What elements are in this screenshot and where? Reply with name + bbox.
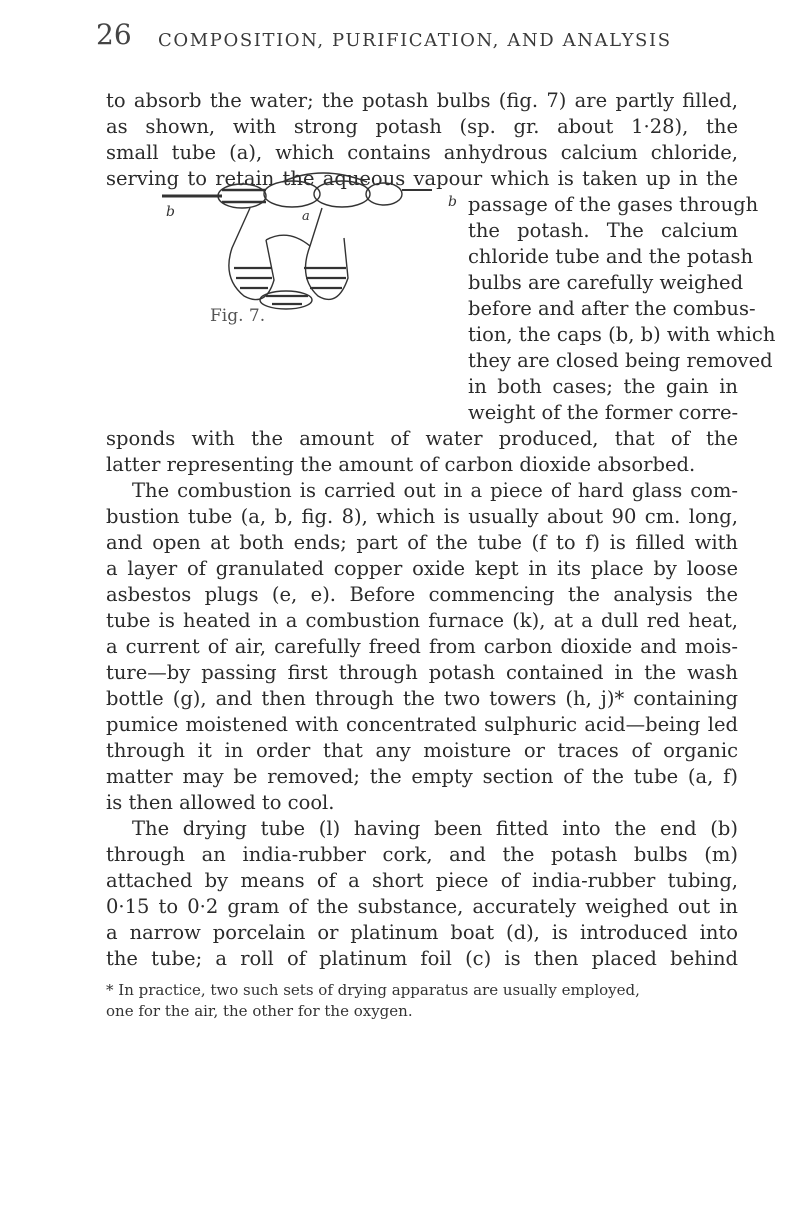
- text-line: they are closed being removed: [468, 349, 773, 372]
- text-line: asbestos plugs (e, e). Before commencing the analysis the: [106, 583, 738, 606]
- text-line: tion, the caps (b, b) with which: [468, 323, 776, 346]
- text-line: serving to retain the aqueous vapour which is taken up in the: [106, 167, 738, 190]
- text-line: through it in order that any moisture or traces of organic: [106, 739, 738, 762]
- footnote-line: * In practice, two such sets of drying apparatus are usually employed,: [106, 981, 640, 999]
- text-line: weight of the former corre-: [468, 401, 739, 424]
- text-line: bulbs are carefully weighed: [468, 271, 744, 294]
- text-line: sponds with the amount of water produced, that of the: [106, 427, 738, 450]
- text-line: chloride tube and the potash: [468, 245, 754, 268]
- text-line: the potash. The calcium: [468, 219, 738, 242]
- text-line: bottle (g), and then through the two towers (h, j)* containing: [106, 687, 738, 710]
- potash-bulbs-illustration: [162, 168, 462, 316]
- text-line: in both cases; the gain in: [468, 375, 738, 398]
- footnote-line: one for the air, the other for the oxygen.: [106, 1002, 413, 1020]
- text-line: ture—by passing first through potash contained in the wash: [106, 661, 738, 684]
- text-line: tube is heated in a combustion furnace (k), at a dull red heat,: [106, 609, 738, 632]
- text-line: The combustion is carried out in a piece of hard glass com-: [132, 479, 738, 502]
- figure-label-a: a: [302, 209, 310, 224]
- text-line: is then allowed to cool.: [106, 791, 335, 814]
- figure-caption: Fig. 7.: [210, 306, 266, 326]
- text-line: a layer of granulated copper oxide kept in its place by loose: [106, 557, 738, 580]
- text-line: to absorb the water; the potash bulbs (fig. 7) are partly filled,: [106, 89, 738, 112]
- text-line: passage of the gases through: [468, 193, 759, 216]
- text-line: 0·15 to 0·2 gram of the substance, accurately weighed out in: [106, 895, 738, 918]
- text-line: before and after the combus-: [468, 297, 756, 320]
- text-line: a current of air, carefully freed from carbon dioxide and mois-: [106, 635, 738, 658]
- text-line: latter representing the amount of carbon dioxide absorbed.: [106, 453, 696, 476]
- text-line: and open at both ends; part of the tube (f to f) is filled with: [106, 531, 738, 554]
- running-head: COMPOSITION, PURIFICATION, AND ANALYSIS: [158, 30, 672, 51]
- figure-label-left-b: b: [166, 204, 175, 220]
- text-line: matter may be removed; the empty section of the tube (a, f): [106, 765, 738, 788]
- text-line: attached by means of a short piece of india-rubber tubing,: [106, 869, 738, 892]
- text-line: The drying tube (l) having been fitted into the end (b): [132, 817, 738, 840]
- text-line: as shown, with strong potash (sp. gr. about 1·28), the: [106, 115, 738, 138]
- text-line: the tube; a roll of platinum foil (c) is then placed behind: [106, 947, 738, 970]
- text-line: a narrow porcelain or platinum boat (d), is introduced into: [106, 921, 738, 944]
- text-line: through an india-rubber cork, and the potash bulbs (m): [106, 843, 738, 866]
- page-number: 26: [96, 18, 132, 51]
- text-line: pumice moistened with concentrated sulphuric acid—being led: [106, 713, 738, 736]
- text-line: small tube (a), which contains anhydrous calcium chloride,: [106, 141, 738, 164]
- figure-label-right-b: b: [448, 194, 457, 210]
- text-line: bustion tube (a, b, fig. 8), which is usually about 90 cm. long,: [106, 505, 738, 528]
- figure-7: [162, 168, 462, 316]
